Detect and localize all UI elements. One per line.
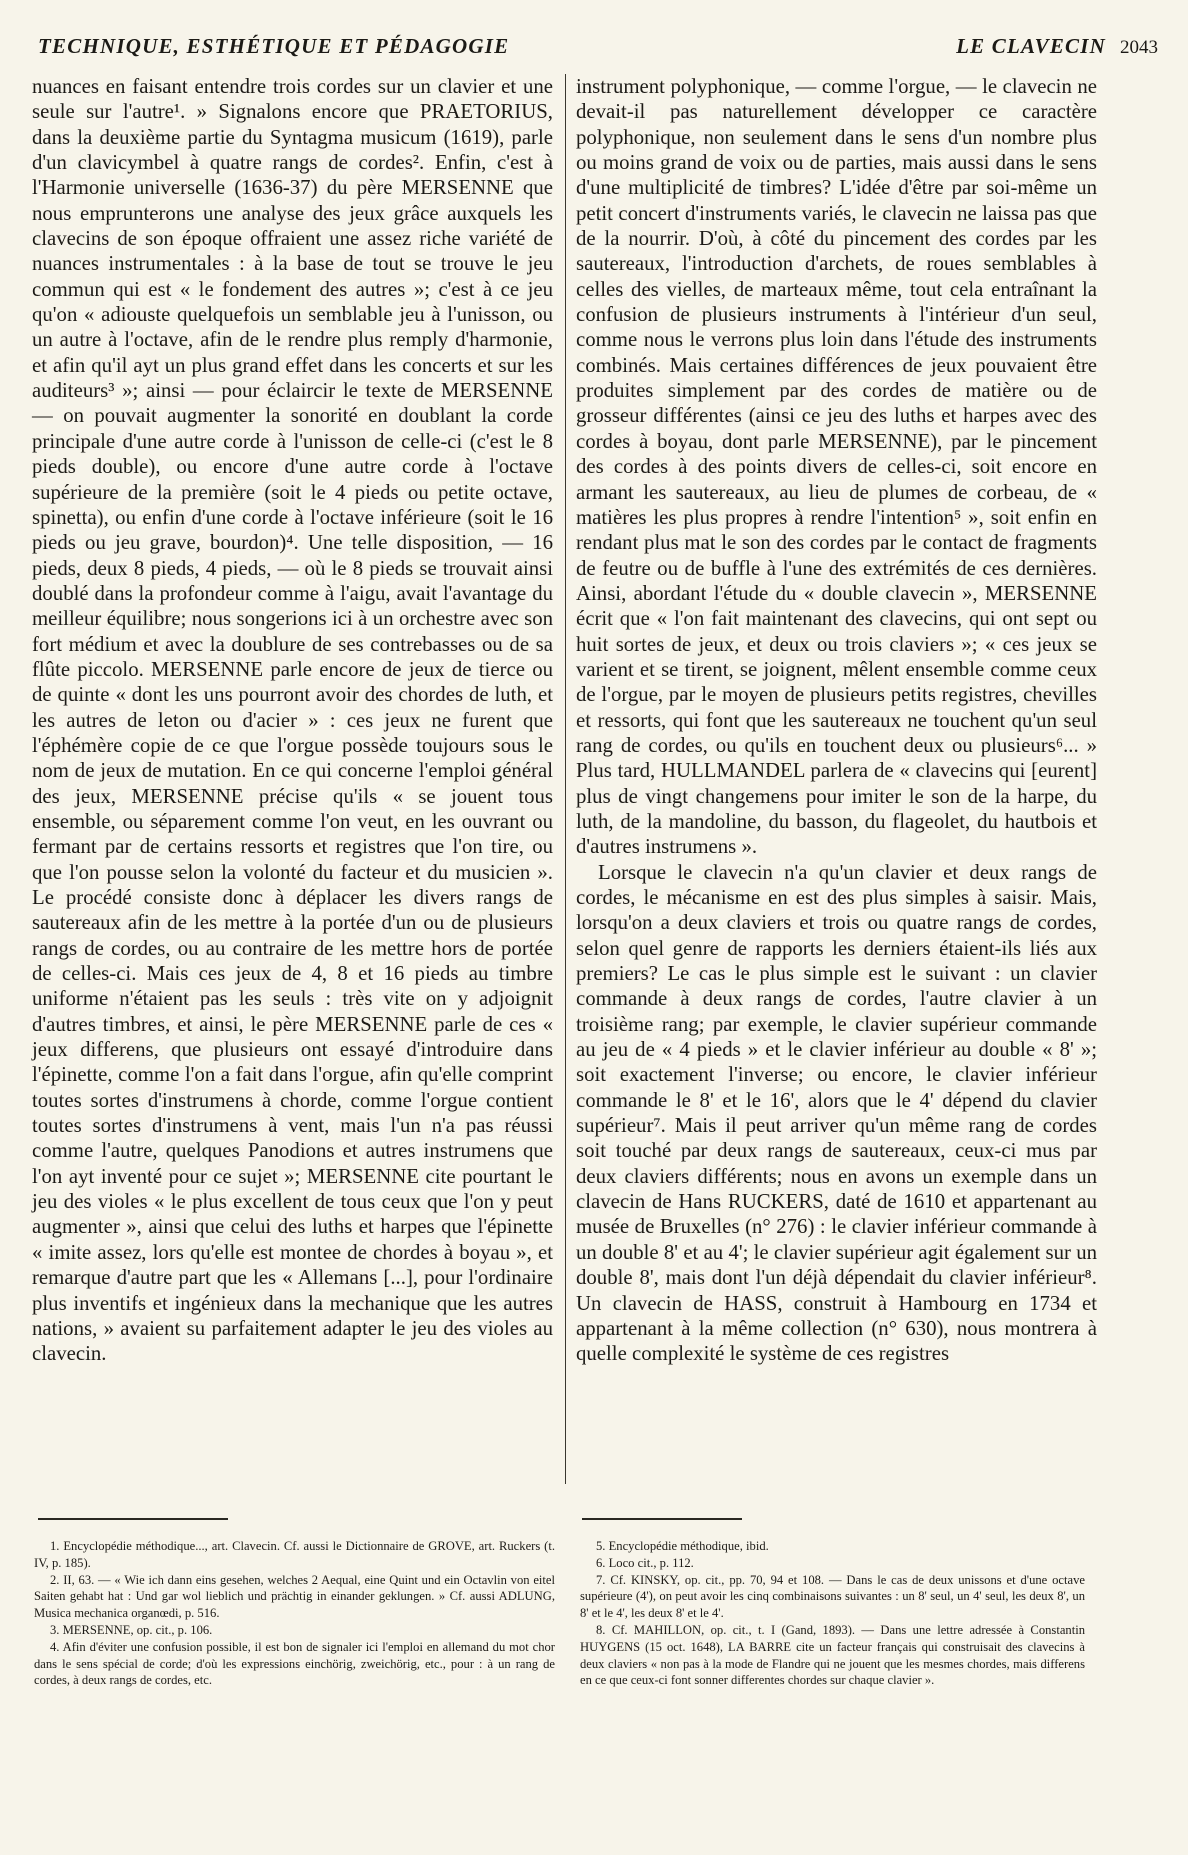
header-right	[956, 34, 1158, 59]
footnote-8: 8. Cf. MAHILLON, op. cit., t. I (Gand, 1893). — Dans une lettre adressée à Constantin HUYGENS (15 oct. 1648), LA BARRE cite un facteur français qui construisait des clavecins à deux claviers « non pas à la mode de Flandre qui ne jouent que les mesmes chordes, mais differens en ce que ceux-ci font sonner differentes chordes sur chaque clavier ».	[580, 1622, 1085, 1688]
page-number: 2043	[1120, 37, 1158, 58]
column-separator	[565, 74, 566, 1484]
footnote-3: 3. MERSENNE, op. cit., p. 106.	[50, 1622, 213, 1637]
footnote-6: 6. Loco cit., p. 112.	[596, 1555, 694, 1570]
footnote-rule-right	[582, 1518, 742, 1520]
right-column-paragraph-1: instrument polyphonique, — comme l'orgue, — le clavecin ne devait-il pas naturellement développer ce caractère polyphonique, non seulement dans le sens d'un nombre plus ou moins grand de voix ou de parties, mais aussi dans le sens d'une multiplicité de timbres? L'idée d'être par soi-même un petit concert d'instruments variés, le clavecin ne laissa pas que de la nourrir. D'où, à côté du pincement des cordes par les sautereaux, l'introduction d'archets, de roues semblables à celles des vielles, de marteaux même, tout cela entraînant la confusion de plusieurs instruments à l'intérieur d'un seul, comme nous le verrons plus loin dans l'étude des instruments combinés. Mais certaines différences de jeux pouvaient être produites simplement par des cordes de matière ou de grosseur différentes (ainsi ce jeu des luths et harpes avec des cordes à boyau, dont parle MERSENNE), par le pincement des cordes à des points divers de celles-ci, soit encore en armant les sautereaux, au lieu de plumes de corbeau, de « matières les plus propres à rendre l'intention⁵ », soit enfin en rendant plus mat le son des cordes par le contact de fragments de feutre ou de buffle à l'une des extrémités de ces dernières. Ainsi, abordant l'étude du « double clavecin », MERSENNE écrit que « l'on fait maintenant des clavecins, qui ont sept ou huit sortes de jeux, et deux ou trois claviers »; « ces jeux se varient et se tirent, se joignent, mêlent ensemble comme ceux de l'orgue, par le moyen de plusieurs petits registres, chevilles et ressorts, qui font que les sautereaux ne touchent qu'un seul rang de cordes, ou qu'ils en touchent deux ou plusieurs⁶... » Plus tard, HULLMANDEL parlera de « clavecins qui [eurent] plus de vingt changemens pour imiter le son de la harpe, du luth, de la mandoline, du basson, du flageolet, du hautbois et d'autres instrumens ».	[576, 75, 1097, 859]
footnotes-left	[34, 1538, 555, 1689]
header-right-title: LE CLAVECIN	[956, 34, 1106, 58]
footnotes-right	[580, 1538, 1085, 1689]
footnote-5: 5. Encyclopédie méthodique, ibid.	[596, 1539, 769, 1553]
footnote-2: 2. II, 63. — « Wie ich dann eins gesehen, welches 2 Aequal, eine Quint und ein Octavlin von eitel Saiten gehabt hat : Und gar wol lieblich und prächtig in einander geklungen. » Cf. aussi ADLUNG, Musica mechanica organœdi, p. 516.	[34, 1572, 555, 1621]
right-column	[576, 74, 1097, 1367]
right-column-paragraph-2: Lorsque le clavecin n'a qu'un clavier et deux rangs de cordes, le mécanisme en est des plus simples à saisir. Mais, lorsqu'on a deux claviers et trois ou quatre rangs de cordes, selon quel genre de rapports les derniers étaient-ils liés aux premiers? Le cas le plus simple est le suivant : un clavier commande à deux rangs de cordes, l'autre clavier à un troisième rang; par exemple, le clavier supérieur commande au jeu de « 4 pieds » et le clavier inférieur au double « 8' »; soit exactement l'inverse; ou encore, le clavier inférieur commande le 8' et le 16', alors que le 4' dépend du clavier supérieur⁷. Mais il peut arriver qu'un même rang de cordes soit touché par deux rangs de sautereaux, ceux-ci mus par deux claviers différents; nous en avons un exemple dans un clavecin de Hans RUCKERS, daté de 1610 et appartenant au musée de Bruxelles (n° 276) : le clavier inférieur commande à un double 8' et au 4'; le clavier supérieur agit également sur un double 8', mais dont l'un déjà dépendait du clavier inférieur⁸. Un clavecin de HASS, construit à Hambourg en 1734 et appartenant à la même collection (n° 630), nous montrera à quelle complexité le système de ces registres	[576, 860, 1097, 1366]
left-column	[32, 74, 553, 1367]
footnote-4: 4. Afin d'éviter une confusion possible, il est bon de signaler ici l'emploi en allemand du mot chor dans le sens spécial de corde; d'où les expressions einchörig, zweichörig, etc., pour : à un rang de cordes, à deux rangs de cordes, etc.	[34, 1639, 555, 1688]
running-header	[38, 34, 1158, 66]
footnote-1: 1. Encyclopédie méthodique..., art. Clavecin. Cf. aussi le Dictionnaire de GROVE, art. Ruckers (t. IV, p. 185).	[34, 1539, 555, 1570]
header-left-title: TECHNIQUE, ESTHÉTIQUE ET PÉDAGOGIE	[38, 34, 510, 58]
footnote-rule-left	[38, 1518, 228, 1520]
footnote-7: 7. Cf. KINSKY, op. cit., pp. 70, 94 et 108. — Dans le cas de deux unissons et d'une octave supérieure (4'), on peut avoir les cinq combinaisons suivantes : un 8' seul, un 4' seul, les deux 8', un 8' et le 4', les deux 8' et le 4'.	[580, 1572, 1085, 1621]
left-column-text: nuances en faisant entendre trois cordes sur un clavier et une seule sur l'autre¹. » Signalons encore que PRAETORIUS, dans la deuxième partie du Syntagma musicum (1619), parle d'un clavicymbel à quatre rangs de cordes². Enfin, c'est à l'Harmonie universelle (1636-37) du père MERSENNE que nous emprunterons une analyse des jeux grâce auxquels les clavecins de son époque offraient une assez riche variété de nuances instrumentales : à la base de tout se trouve le jeu commun qui est « le fondement des autres »; c'est à ce jeu qu'on « adiouste quelquefois un semblable jeu à l'unisson, ou un autre à l'octave, afin de le rendre plus remply d'harmonie, et afin qu'il ayt un plus grand effet dans les concerts et sur les auditeurs³ »; ainsi — pour éclaircir le texte de MERSENNE — on pouvait augmenter la sonorité en doublant la corde principale d'une autre corde à l'unisson de celle-ci (c'est le 8 pieds double), ou encore d'une autre corde à l'octave supérieure de la première (soit le 4 pieds ou petite octave, spinetta), ou enfin d'une corde à l'octave inférieure (soit le 16 pieds ou jeu grave, bourdon)⁴. Une telle disposition, — 16 pieds, deux 8 pieds, 4 pieds, — où le 8 pieds se trouvait ainsi doublé dans la profondeur comme à l'aigu, avait l'avantage du meilleur équilibre; nous songerions ici à un orchestre avec son fort médium et avec la doublure de ses contrebasses ou de sa flûte piccolo. MERSENNE parle encore de jeux de tierce ou de quinte « dont les uns pourront avoir des chordes de luth, et les autres de leton ou d'acier » : ces jeux ne furent que l'éphémère copie de ce que l'orgue possède toujours sous le nom de jeux de mutation. En ce qui concerne l'emploi général des jeux, MERSENNE précise qu'ils « se jouent tous ensemble, ou séparement comme l'on veut, en les ouvrant ou fermant par de certains ressorts et registres que l'on tire, ou que l'on pousse selon la volonté du facteur et du musicien ». Le procédé consiste donc à déplacer les divers rangs de sautereaux afin de les mettre à la portée d'un ou de plusieurs rangs de cordes, ou au contraire de les mettre hors de portée de celles-ci. Mais ces jeux de 4, 8 et 16 pieds au timbre uniforme n'étaient pas les seuls : très vite on y adjoignit d'autres timbres, et ainsi, le père MERSENNE parle de ces « jeux differens, que plusieurs ont essayé d'introduire dans l'épinette, comme l'on a fait dans l'orgue, afin qu'elle comprint toutes sortes d'instrumens à chorde, comme l'orgue contient toutes sortes d'instrumens à vent, mais l'un n'a pas réussi comme l'autre, quelques Panodions et autres instrumens que l'on ayt inventé pour ce sujet »; MERSENNE cite pourtant le jeu des violes « le plus excellent de tous ceux que l'on y peut augmenter », ainsi que celui des luths et harpes que l'épinette « imite assez, lors qu'elle est montee de chordes à boyau », et remarque d'autre part que les « Allemans [...], pour l'ordinaire plus inventifs et ingénieux dans la mechanique que les autres nations, » avaient su parfaitement adapter le jeu des violes au clavecin.	[32, 75, 553, 1366]
